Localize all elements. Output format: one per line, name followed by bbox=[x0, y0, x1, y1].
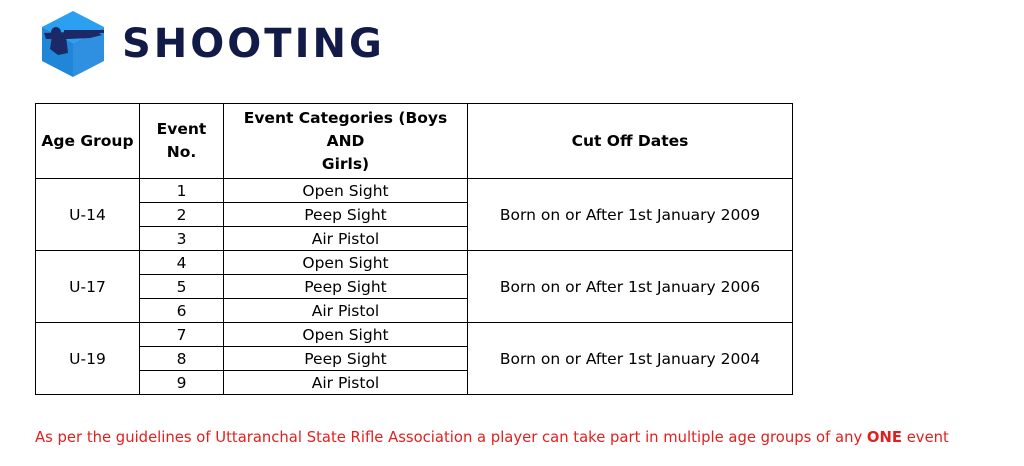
event-category-cell: Open Sight bbox=[224, 323, 468, 347]
age-group-cell: U-19 bbox=[36, 323, 140, 395]
event-no-cell: 7 bbox=[140, 323, 224, 347]
cut-off-date-cell: Born on or After 1st January 2006 bbox=[468, 251, 793, 323]
event-no-cell: 4 bbox=[140, 251, 224, 275]
event-category-cell: Air Pistol bbox=[224, 371, 468, 395]
page-title: SHOOTING bbox=[122, 21, 385, 67]
header-age-group: Age Group bbox=[36, 104, 140, 179]
shooter-cube-logo-icon bbox=[38, 9, 108, 79]
header-cut-off-dates: Cut Off Dates bbox=[468, 104, 793, 179]
event-no-cell: 5 bbox=[140, 275, 224, 299]
cut-off-date-cell: Born on or After 1st January 2009 bbox=[468, 179, 793, 251]
cut-off-date-cell: Born on or After 1st January 2004 bbox=[468, 323, 793, 395]
event-no-cell: 2 bbox=[140, 203, 224, 227]
event-no-cell: 1 bbox=[140, 179, 224, 203]
footnote-end: event bbox=[902, 429, 949, 446]
age-group-cell: U-14 bbox=[36, 179, 140, 251]
event-no-cell: 3 bbox=[140, 227, 224, 251]
event-category-cell: Open Sight bbox=[224, 179, 468, 203]
header-category-line3: Girls) bbox=[321, 154, 370, 173]
header-event-no bbox=[140, 104, 224, 179]
guideline-footnote bbox=[35, 429, 949, 446]
header-event-categories bbox=[224, 104, 468, 179]
event-no-cell: 9 bbox=[140, 371, 224, 395]
event-no-cell: 6 bbox=[140, 299, 224, 323]
age-group-cell: U-17 bbox=[36, 251, 140, 323]
event-category-cell: Open Sight bbox=[224, 251, 468, 275]
table-header-row bbox=[36, 104, 793, 179]
page-header bbox=[38, 8, 385, 80]
event-no-cell: 8 bbox=[140, 347, 224, 371]
header-category-line1: Event Categories (Boys bbox=[243, 108, 448, 127]
table-row bbox=[36, 323, 793, 347]
event-category-cell: Peep Sight bbox=[224, 275, 468, 299]
footnote-emphasis: ONE bbox=[866, 429, 902, 446]
event-category-cell: Peep Sight bbox=[224, 347, 468, 371]
header-category-line2: AND bbox=[326, 131, 365, 150]
footnote-text: As per the guidelines of Uttaranchal State Rifle Association a player can take part in multiple age groups of any bbox=[35, 429, 867, 446]
table-row bbox=[36, 251, 793, 275]
event-category-cell: Air Pistol bbox=[224, 299, 468, 323]
event-category-cell: Air Pistol bbox=[224, 227, 468, 251]
table-row bbox=[36, 179, 793, 203]
events-table bbox=[35, 103, 793, 395]
event-category-cell: Peep Sight bbox=[224, 203, 468, 227]
header-event-no-line2: No. bbox=[166, 143, 197, 161]
header-event-no-line1: Event bbox=[156, 120, 207, 138]
